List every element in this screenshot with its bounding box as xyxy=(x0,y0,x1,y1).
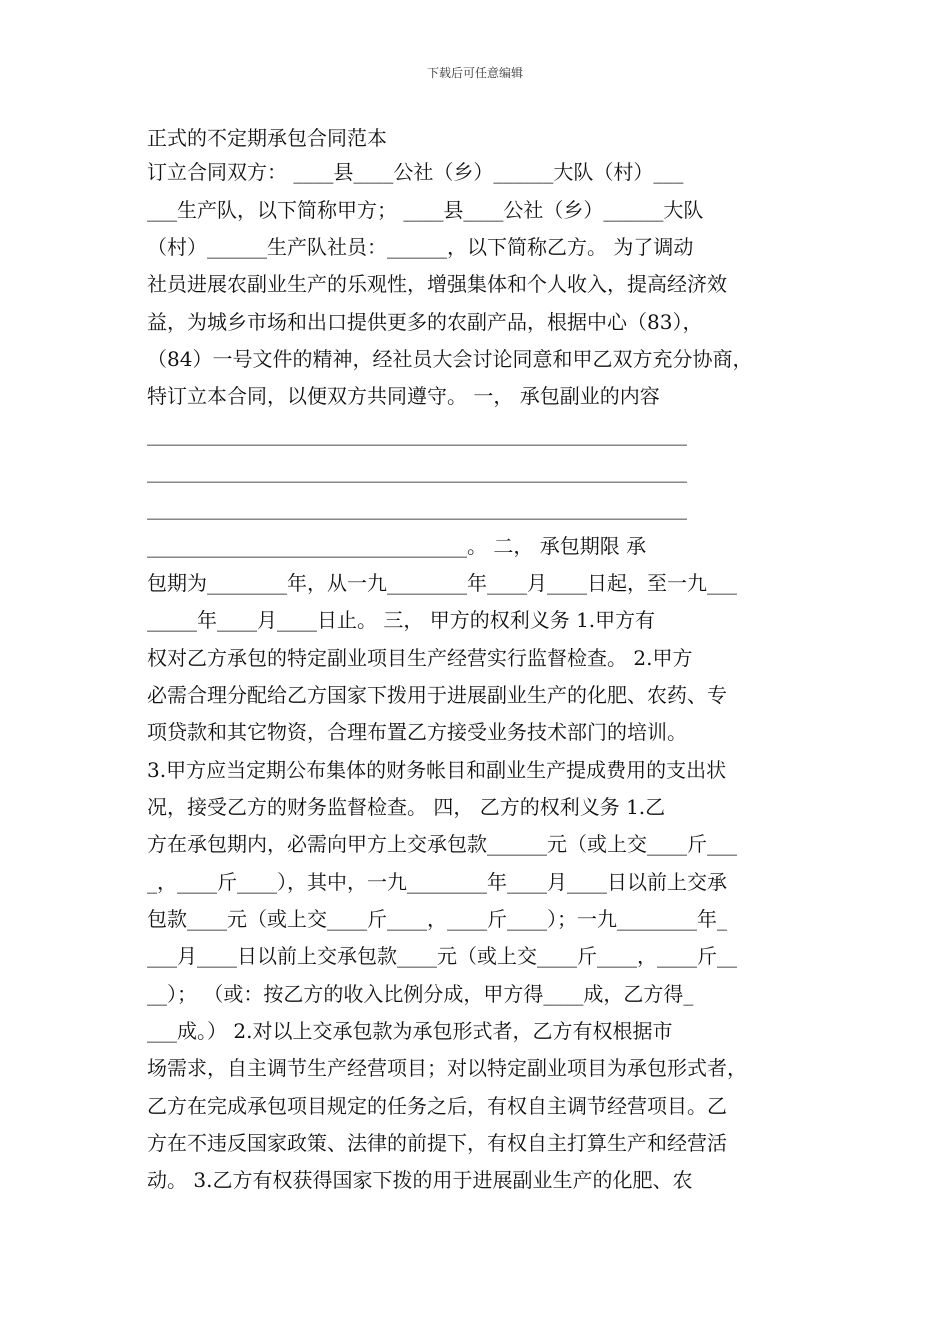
body-line: 包期为________年，从一九________年____月____日起，至一九___ xyxy=(147,571,737,595)
document-title: 正式的不定期承包合同范本 xyxy=(147,126,387,150)
body-line: 方在不违反国家政策、法律的前提下，有权自主打算生产和经营活 xyxy=(147,1131,727,1155)
body-line: 3.甲方应当定期公布集体的财务帐目和副业生产提成费用的支出状 xyxy=(147,758,727,782)
blank-fill-line: ______________________________________________________ xyxy=(147,422,687,446)
body-line: 必需合理分配给乙方国家下拨用于进展副业生产的化肥、农药、专 xyxy=(147,683,727,707)
body-line: 权对乙方承包的特定副业项目生产经营实行监督检查。 2.甲方 xyxy=(147,646,693,670)
body-line: ___成。） 2.对以上交承包款为承包形式者，乙方有权根据市 xyxy=(147,1019,673,1043)
body-line: 特订立本合同，以便双方共同遵守。 一， 承包副业的内容 xyxy=(147,384,660,408)
body-line: （村）______生产队社员：______，以下简称乙方。 为了调动 xyxy=(147,235,694,259)
body-line: 包款____元（或上交____斤____，____斤____）；一九________年_ xyxy=(147,907,727,931)
body-line: 订立合同双方： ____县____公社（乡）______大队（村）___ xyxy=(147,160,684,184)
body-line: （84）一号文件的精神，经社员大会讨论同意和甲乙双方充分协商， xyxy=(147,347,753,371)
body-line: __）； （或：按乙方的收入比例分成，甲方得____成，乙方得_ xyxy=(147,982,694,1006)
blank-fill-line: ______________________________________________________ xyxy=(147,459,687,483)
body-line: 社员进展农副业生产的乐观性，增强集体和个人收入，提高经济效 xyxy=(147,272,727,296)
body-line: 场需求，自主调节生产经营项目；对以特定副业项目为承包形式者， xyxy=(147,1056,747,1080)
body-line: ___月____日以前上交承包款____元（或上交____斤____，____斤__ xyxy=(147,944,737,968)
body-line: _，____斤____），其中，一九________年____月____日以前上交承 xyxy=(147,870,727,894)
body-line: ___生产队，以下简称甲方； ____县____公社（乡）______大队 xyxy=(147,198,704,222)
header-note: 下载后可任意编辑 xyxy=(426,66,523,80)
body-line: 益，为城乡市场和出口提供更多的农副产品，根据中心（83）， xyxy=(147,310,703,334)
body-line: 况，接受乙方的财务监督检查。 四， 乙方的权利义务 1.乙 xyxy=(147,795,666,819)
body-line: 乙方在完成承包项目规定的任务之后，有权自主调节经营项目。乙 xyxy=(147,1094,727,1118)
body-line: 动。 3.乙方有权获得国家下拨的用于进展副业生产的化肥、农 xyxy=(147,1168,693,1192)
blank-fill-line: ______________________________________________________ xyxy=(147,496,687,520)
body-line: ________________________________。 二， 承包期限 承 xyxy=(147,534,647,558)
body-line: 项贷款和其它物资，合理布置乙方接受业务技术部门的培训。 xyxy=(147,720,687,744)
body-line: 方在承包期内，必需向甲方上交承包款______元（或上交____斤___ xyxy=(147,832,737,856)
body-line: _____年____月____日止。 三， 甲方的权利义务 1.甲方有 xyxy=(147,608,656,632)
